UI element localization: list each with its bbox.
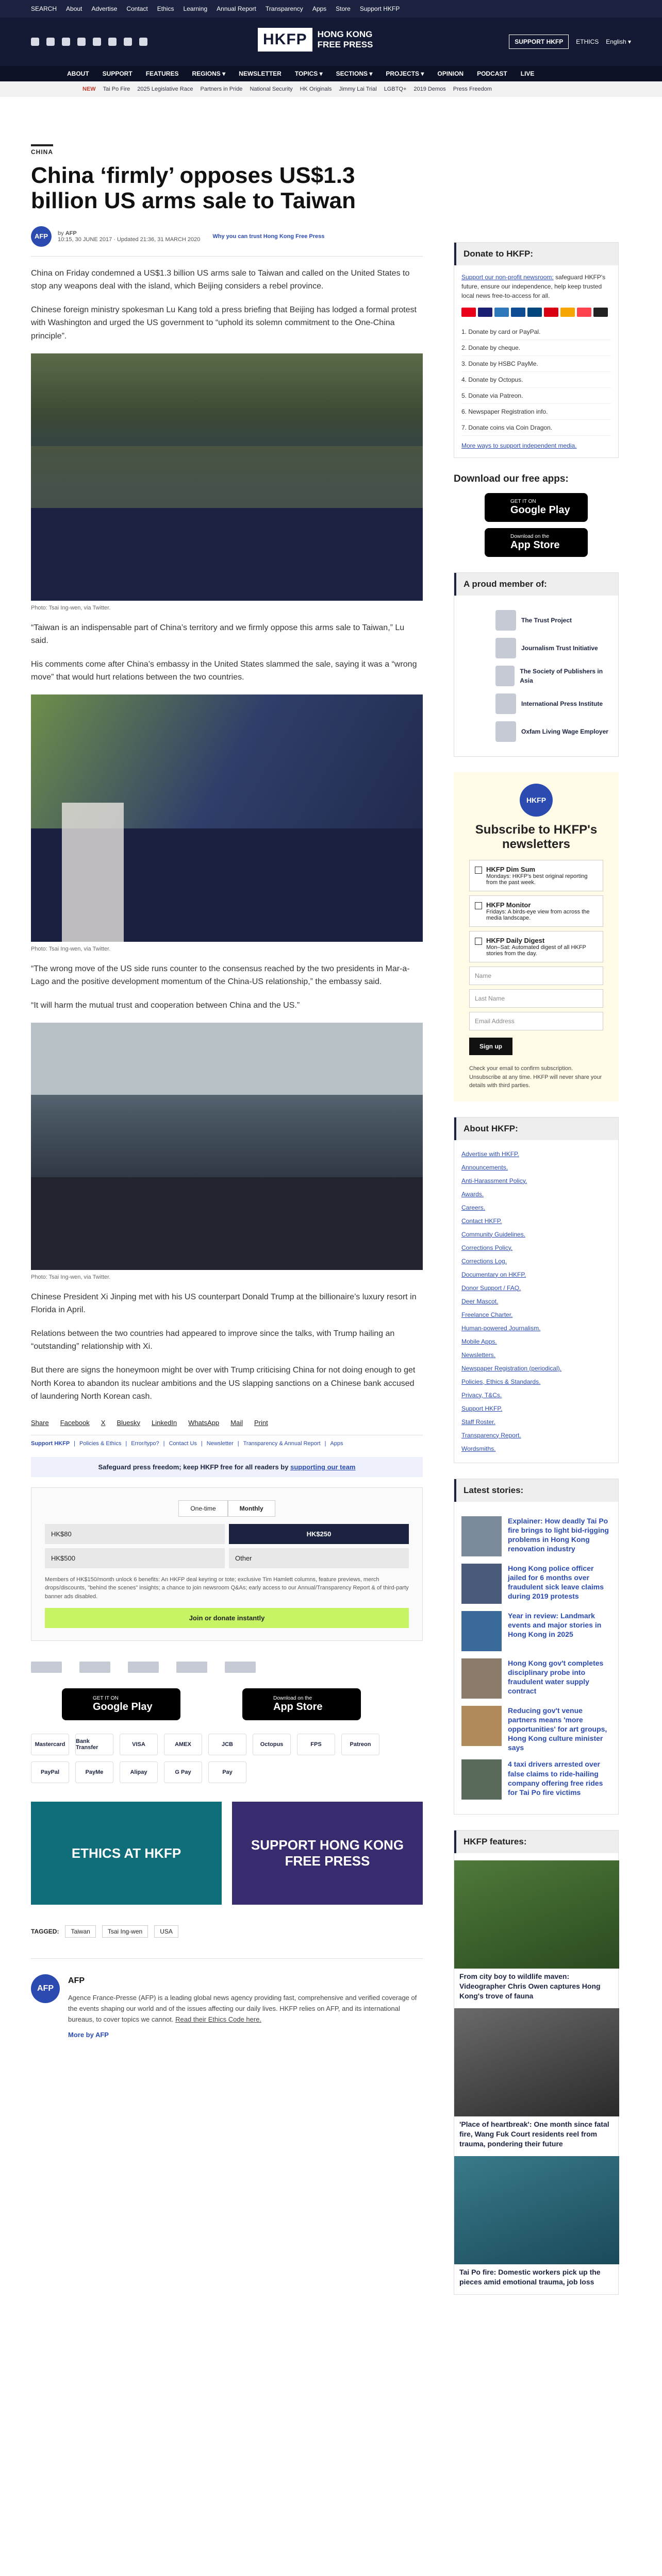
member-box	[454, 572, 619, 757]
about-link[interactable]: Donor Support / FAQ.	[461, 1284, 521, 1292]
donate-method[interactable]: 2. Donate by cheque.	[461, 340, 611, 356]
linkedin-icon[interactable]	[124, 38, 132, 46]
ethics-banner[interactable]: ETHICS AT HKFP	[31, 1802, 222, 1905]
app-store-small: Download on the	[510, 534, 550, 539]
about-link[interactable]: Careers.	[461, 1204, 486, 1211]
site-logo[interactable]	[258, 28, 373, 52]
member-box-title: A proud member of:	[454, 573, 618, 596]
topbar-support[interactable]: Support HKFP	[359, 5, 400, 12]
author-name[interactable]: AFP	[68, 1976, 85, 1986]
logo-mark: HKFP	[258, 28, 312, 52]
about-link[interactable]: Staff Roster.	[461, 1418, 495, 1426]
features-box-title: HKFP features:	[454, 1831, 618, 1853]
latest-story[interactable]	[461, 1516, 611, 1556]
article-photo	[31, 353, 423, 601]
amount-option[interactable]: HK$80	[45, 1524, 225, 1544]
last-name-field[interactable]: Last Name	[469, 989, 603, 1008]
mastercard-icon[interactable]: Mastercard	[31, 1734, 69, 1755]
about-box-title: About HKFP:	[454, 1117, 618, 1140]
jti-logo[interactable]	[79, 1662, 110, 1673]
share-bluesky[interactable]: Bluesky	[117, 1418, 140, 1427]
member-item[interactable]	[495, 610, 611, 631]
latest-box-title: Latest stories:	[454, 1479, 618, 1502]
join-donate-button[interactable]: Join or donate instantly	[45, 1608, 409, 1628]
option-name: HKFP Daily Digest	[486, 937, 545, 944]
feature-title[interactable]: Tai Po fire: Domestic workers pick up the pieces amid emotional trauma, job loss	[459, 2267, 601, 2286]
social-icons	[31, 38, 147, 46]
sidebar-app-buttons	[454, 493, 619, 557]
press-freedom-text: Safeguard press freedom; keep HKFP free for all readers by	[98, 1463, 289, 1471]
share-linkedin[interactable]: LinkedIn	[152, 1418, 177, 1427]
nav-podcast[interactable]: PODCAST	[477, 70, 507, 77]
feature-title[interactable]: 'Place of heartbreak': One month since fatal fire, Wang Fuk Court residents reel from trauma, pondering their future	[459, 2120, 609, 2148]
google-play-button[interactable]	[485, 493, 588, 522]
newsletter-badge: HKFP	[520, 784, 553, 817]
story-title[interactable]: Hong Kong police officer jailed for 6 months over fraudulent sick leave claims during 2019 protests	[508, 1564, 604, 1601]
press-freedom-banner	[31, 1457, 423, 1477]
footer-link[interactable]: Contact Us	[169, 1440, 197, 1447]
alipay-icon[interactable]: Alipay	[120, 1761, 158, 1783]
about-box	[454, 1117, 619, 1463]
share-print[interactable]: Print	[254, 1418, 268, 1427]
donate-tabs	[45, 1500, 409, 1517]
topbar-contact[interactable]: Contact	[126, 5, 148, 12]
story-thumbnail	[461, 1611, 502, 1651]
author-box	[31, 1958, 423, 2041]
feature-image	[454, 1860, 619, 1969]
checkbox[interactable]	[475, 867, 482, 874]
story-title[interactable]: Year in review: Landmark events and major stories in Hong Kong in 2025	[508, 1611, 602, 1638]
donate-method[interactable]: 4. Donate by Octopus.	[461, 372, 611, 388]
mail-icon[interactable]	[139, 38, 147, 46]
apple-pay-icon	[593, 308, 608, 317]
about-link[interactable]: Corrections Log.	[461, 1257, 507, 1265]
nav-newsletter[interactable]: NEWSLETTER	[239, 70, 282, 77]
article-footer-links: Support HKFP | Policies & Ethics | Error/typo? | Contact Us | Newsletter | Transparency & Annual Report | Apps	[31, 1435, 423, 1447]
article-paragraph: “It will harm the mutual trust and cooperation between China and the US.”	[31, 1001, 300, 1010]
name-field[interactable]: Name	[469, 967, 603, 985]
member-item[interactable]	[495, 721, 611, 742]
paypal-icon	[527, 308, 542, 317]
article-photo	[31, 1023, 423, 1270]
email-field[interactable]: Email Address	[469, 1012, 603, 1030]
amount-option[interactable]: HK$500	[45, 1548, 225, 1568]
feature-story[interactable]	[454, 2008, 618, 2149]
payme-icon	[544, 308, 558, 317]
feature-story[interactable]	[454, 2156, 618, 2287]
card-icons	[461, 308, 611, 317]
logo-line-1: HONG KONG	[317, 29, 373, 40]
donate-methods	[461, 324, 611, 436]
fps-icon[interactable]: FPS	[297, 1734, 335, 1755]
hot-topic[interactable]: 2025 Legislative Race	[137, 86, 193, 92]
topbar-about[interactable]: About	[66, 5, 82, 12]
tag[interactable]: USA	[154, 1925, 178, 1938]
payment-methods	[31, 1734, 423, 1783]
new-badge: NEW	[82, 86, 96, 92]
article-paragraph: Chinese President Xi Jinping met with his US counterpart Donald Trump at the billionaire’s luxury resort in Florida in April.	[31, 1292, 417, 1315]
bluesky-icon[interactable]	[93, 38, 101, 46]
share-facebook[interactable]: Facebook	[60, 1418, 90, 1427]
topbar-annual-report[interactable]: Annual Report	[217, 5, 256, 12]
byline	[31, 226, 423, 257]
google-play-small: GET IT ON	[510, 499, 536, 504]
main-nav	[0, 66, 662, 81]
story-thumbnail	[461, 1516, 502, 1556]
amount-option-selected[interactable]: HK$250	[229, 1524, 409, 1544]
nav-support[interactable]: SUPPORT	[102, 70, 133, 77]
story-title[interactable]: 4 taxi drivers arrested over false claims to ride-hailing company offering free rides for Tai Po fire victims	[508, 1760, 603, 1797]
author-avatar[interactable]: AFP	[31, 226, 52, 247]
nav-sections[interactable]: SECTIONS ▾	[336, 70, 373, 77]
tag[interactable]: Taiwan	[65, 1925, 95, 1938]
option-desc: Mon–Sat: Automated digest of all HKFP stories from the day.	[486, 944, 586, 957]
google-play-small: GET IT ON	[93, 1696, 119, 1702]
jcb-icon	[511, 308, 525, 317]
tag[interactable]: Tsai Ing-wen	[102, 1925, 148, 1938]
logo-text	[318, 29, 373, 49]
ceremony-illustration	[31, 694, 423, 942]
footer-link[interactable]: Newsletter	[206, 1440, 234, 1447]
signup-button[interactable]: Sign up	[469, 1038, 512, 1055]
option-desc: Mondays: HKFP's best original reporting from the past week.	[486, 873, 588, 886]
story-title[interactable]: Explainer: How deadly Tai Po fire brings to light bid-rigging problems in Hong Kong renovation industry	[508, 1516, 609, 1553]
nav-topics[interactable]: TOPICS ▾	[294, 70, 323, 77]
sopa-logo	[495, 666, 515, 686]
article-photo	[31, 694, 423, 942]
nav-live[interactable]: LIVE	[520, 70, 535, 77]
more-ways-link[interactable]: More ways to support independent media.	[461, 442, 577, 449]
latest-story[interactable]	[461, 1759, 611, 1800]
footer-link[interactable]: Apps	[330, 1440, 343, 1447]
threads-icon[interactable]	[77, 38, 86, 46]
checkbox[interactable]	[475, 938, 482, 945]
feature-title[interactable]: From city boy to wildlife maven: Videographer Chris Owen captures Hong Kong's trove of fauna	[459, 1972, 601, 2001]
article-title: China ‘firmly’ opposes US$1.3 billion US arms sale to Taiwan	[31, 163, 356, 214]
about-links	[454, 1140, 618, 1463]
patreon-icon	[577, 308, 591, 317]
about-link[interactable]: Corrections Policy.	[461, 1244, 513, 1251]
byline-text: by AFP 10:15, 30 JUNE 2017 · Updated 21:36, 31 MARCH 2020	[58, 230, 201, 243]
footer-link[interactable]: Error/typo?	[131, 1440, 159, 1447]
newsletter-title: Subscribe to HKFP's newsletters	[475, 823, 598, 851]
member-name: The Society of Publishers in Asia	[520, 668, 603, 684]
about-link[interactable]: Awards.	[461, 1190, 484, 1198]
apple-pay-icon[interactable]: Pay	[208, 1761, 246, 1783]
article-paragraph: “The wrong move of the US side runs counter to the consensus reached by the two presidents in Mar-a-Lago and the positive development momentum of the China-US relationship,” the embassy said.	[31, 964, 410, 987]
visa-icon[interactable]: VISA	[120, 1734, 158, 1755]
jcb-icon[interactable]: JCB	[208, 1734, 246, 1755]
ethics-link[interactable]: ETHICS	[576, 38, 599, 45]
hot-topic[interactable]: Jimmy Lai Trial	[339, 86, 377, 92]
features-box	[454, 1830, 619, 2294]
app-store-button[interactable]	[485, 528, 588, 557]
member-item[interactable]	[495, 666, 611, 686]
about-link[interactable]: Support HKFP.	[461, 1404, 503, 1412]
topbar-search[interactable]: SEARCH	[31, 5, 57, 12]
share-bar	[31, 1419, 423, 1427]
feature-story[interactable]	[454, 1860, 618, 2001]
sopa-logo[interactable]	[128, 1662, 159, 1673]
topbar-store[interactable]: Store	[336, 5, 351, 12]
trust-link[interactable]: Why you can trust Hong Kong Free Press	[212, 233, 325, 240]
footer-link[interactable]: Support HKFP	[31, 1440, 70, 1447]
topbar-apps[interactable]: Apps	[312, 5, 327, 12]
hot-topic[interactable]: HK Originals	[300, 86, 332, 92]
support-hkfp-button[interactable]: SUPPORT HKFP	[509, 35, 569, 49]
footer-link[interactable]: Transparency & Annual Report	[243, 1440, 321, 1447]
about-link[interactable]: Mobile Apps.	[461, 1337, 497, 1345]
hot-topic[interactable]: National Security	[250, 86, 293, 92]
gpay-icon[interactable]: G Pay	[164, 1761, 202, 1783]
google-play-button[interactable]	[62, 1688, 180, 1720]
app-store-small: Download on the	[273, 1696, 312, 1702]
oxfam-logo	[495, 721, 516, 742]
article-category[interactable]: CHINA	[31, 144, 53, 156]
app-store-button[interactable]	[242, 1688, 361, 1720]
octopus-icon	[560, 308, 575, 317]
donate-amounts	[45, 1524, 409, 1568]
about-link[interactable]: Advertise with HKFP.	[461, 1150, 519, 1158]
article-paragraph: “Taiwan is an indispensable part of China’s territory and we firmly oppose this arms sale to Taiwan,” Lu said.	[31, 623, 405, 646]
hot-topic[interactable]: 2019 Demos	[413, 86, 446, 92]
donate-widget	[31, 1487, 423, 1641]
trust-project-logo[interactable]	[31, 1662, 62, 1673]
article-paragraph: His comments come after China’s embassy in the United States slammed the sale, saying it was a “wrong move” that would hurt relations between the two countries.	[31, 659, 417, 682]
instagram-icon[interactable]	[62, 38, 70, 46]
support-team-link[interactable]: supporting our team	[290, 1463, 356, 1471]
article	[31, 144, 423, 2041]
membership-note: Members of HK$150/month unlock 6 benefits: An HKFP deal keyring or tote; exclusive Tim Hamlett columns, feature previews, merch drops/discounts, "behind the scenes" insights; a chance to join newsroom Q&As; early access to our Annual/Transparency Report & of third-party banner ads disabled.	[45, 1576, 409, 1600]
story-thumbnail	[461, 1564, 502, 1604]
article-paragraph: China on Friday condemned a US$1.3 billion US arms sale to Taiwan and called on the United States to stop any weapons deal with the island, which Beijing considers a rebel province.	[31, 268, 410, 291]
byline-author[interactable]: AFP	[65, 230, 77, 236]
author-box-avatar[interactable]: AFP	[31, 1974, 60, 2003]
story-title[interactable]: Hong Kong gov't completes disciplinary probe into fraudulent water supply contract	[508, 1658, 604, 1696]
promo-banners	[31, 1802, 423, 1905]
option-name: HKFP Monitor	[486, 901, 531, 909]
oxfam-logo[interactable]	[225, 1662, 256, 1673]
about-link[interactable]: Policies, Ethics & Standards.	[461, 1378, 541, 1385]
site-header	[0, 18, 662, 66]
donate-intro: safeguard HKFP's future, ensure our independence, help keep trusted local news free-to-access for all.	[461, 274, 606, 299]
feature-image	[454, 2156, 619, 2264]
story-thumbnail	[461, 1759, 502, 1800]
paypal-icon[interactable]: PayPal	[31, 1761, 69, 1783]
about-link[interactable]: Privacy, T&Cs.	[461, 1391, 502, 1399]
hot-topic[interactable]: LGBTQ+	[384, 86, 407, 92]
photo-caption: Photo: Tsai Ing-wen, via Twitter.	[31, 1274, 111, 1280]
latest-story[interactable]	[461, 1564, 611, 1604]
topbar-ethics[interactable]: Ethics	[157, 5, 174, 12]
story-thumbnail	[461, 1658, 502, 1699]
about-link[interactable]: Documentary on HKFP.	[461, 1270, 526, 1278]
latest-box	[454, 1479, 619, 1815]
nav-features[interactable]: FEATURES	[145, 70, 179, 77]
latest-story[interactable]	[461, 1706, 611, 1753]
latest-story[interactable]	[461, 1658, 611, 1699]
nav-opinion[interactable]: OPINION	[437, 70, 464, 77]
support-newsroom-link[interactable]: Support our non-profit newsroom:	[461, 274, 554, 281]
trust-project-logo	[495, 610, 516, 631]
feature-image	[454, 2008, 619, 2116]
member-item[interactable]	[495, 638, 611, 658]
support-banner[interactable]: SUPPORT HONG KONG FREE PRESS	[232, 1802, 423, 1905]
share-mail[interactable]: Mail	[230, 1418, 243, 1427]
payme-icon[interactable]: PayMe	[75, 1761, 113, 1783]
header-actions	[509, 35, 631, 49]
share-x[interactable]: X	[101, 1418, 106, 1427]
about-link[interactable]: Freelance Charter.	[461, 1311, 513, 1318]
sidebar	[454, 242, 619, 2310]
hot-topic[interactable]: Tai Po Fire	[103, 86, 130, 92]
tab-one-time[interactable]: One-time	[178, 1500, 227, 1517]
amount-other-input[interactable]: Other	[229, 1548, 409, 1568]
member-item[interactable]	[495, 693, 611, 714]
youtube-icon[interactable]	[108, 38, 117, 46]
topbar-learning[interactable]: Learning	[183, 5, 208, 12]
about-link[interactable]: Transparency Report.	[461, 1431, 521, 1439]
app-store-label: App Store	[273, 1701, 323, 1713]
logo-line-2: FREE PRESS	[317, 40, 373, 49]
x-icon[interactable]	[31, 38, 39, 46]
photo-caption: Photo: Tsai Ing-wen, via Twitter.	[31, 945, 111, 952]
topbar-transparency[interactable]: Transparency	[265, 5, 303, 12]
member-logos-row	[31, 1662, 423, 1673]
app-buttons	[31, 1688, 423, 1720]
photo-caption: Photo: Tsai Ing-wen, via Twitter.	[31, 604, 111, 611]
app-store-label: App Store	[510, 539, 560, 551]
crowd-illustration	[31, 353, 423, 601]
newsletter-option[interactable]	[469, 895, 603, 927]
about-link[interactable]: Deer Mascot.	[461, 1297, 499, 1305]
article-paragraph: Relations between the two countries had appeared to improve since the talks, with Trump hailing an “outstanding” relationship with Xi.	[31, 1329, 395, 1351]
author-bio	[68, 1974, 423, 2041]
share-label: Share	[31, 1418, 49, 1427]
ethics-code-link[interactable]: Read their Ethics Code here.	[175, 2015, 262, 2023]
topbar-advertise[interactable]: Advertise	[91, 5, 118, 12]
language-select[interactable]: English ▾	[606, 38, 631, 45]
visa-icon	[478, 308, 492, 317]
tab-monthly[interactable]: Monthly	[228, 1500, 275, 1517]
nav-about[interactable]: ABOUT	[67, 70, 89, 77]
hot-topic[interactable]: Press Freedom	[453, 86, 492, 92]
top-utility-bar	[0, 0, 662, 18]
about-link[interactable]: Community Guidelines.	[461, 1230, 526, 1238]
newsletter-option[interactable]	[469, 860, 603, 891]
nav-projects[interactable]: PROJECTS ▾	[386, 70, 424, 77]
option-name: HKFP Dim Sum	[486, 866, 536, 873]
donate-method[interactable]: 3. Donate by HSBC PayMe.	[461, 356, 611, 372]
author-bio-text: Agence France-Presse (AFP) is a leading global news agency providing fast, comprehensive and verified coverage of the events shaping our world and of the issues affecting our daily lives. HKFP relies on AFP, and its international bureaus, to cover topics we cannot.	[68, 1993, 417, 2023]
ipi-logo[interactable]	[176, 1662, 207, 1673]
more-by-link[interactable]: More by AFP	[68, 2031, 109, 2039]
mastercard-icon	[461, 308, 476, 317]
byline-date: 10:15, 30 JUNE 2017	[58, 236, 112, 243]
byline-by: by	[58, 230, 64, 236]
article-paragraph: But there are signs the honeymoon might be over with Trump criticising China for not doing enough to get North Korea to abandon its nuclear ambitions and the US slapping sanctions on a Chinese bank accused of laundering North Korean cash.	[31, 1366, 416, 1401]
member-name: International Press Institute	[521, 700, 603, 707]
newsletter-option[interactable]	[469, 931, 603, 962]
google-play-label: Google Play	[93, 1701, 153, 1713]
ipi-logo	[495, 693, 516, 714]
byline-updated: Updated 21:36, 31 MARCH 2020	[117, 236, 201, 243]
patreon-icon[interactable]: Patreon	[341, 1734, 379, 1755]
hot-topic[interactable]: Partners in Pride	[200, 86, 243, 92]
apps-title: Download our free apps:	[454, 473, 569, 484]
about-link[interactable]: Wordsmiths.	[461, 1445, 496, 1452]
donate-box-title: Donate to HKFP:	[454, 243, 618, 265]
jti-logo	[495, 638, 516, 658]
donate-method[interactable]: 6. Newspaper Registration info.	[461, 404, 611, 420]
about-link[interactable]: Newspaper Registration (periodical).	[461, 1364, 562, 1372]
about-link[interactable]: Human-powered Journalism.	[461, 1324, 541, 1332]
member-name: The Trust Project	[521, 617, 572, 624]
member-name: Oxfam Living Wage Employer	[521, 728, 608, 735]
about-link[interactable]: Anti-Harassment Policy.	[461, 1177, 527, 1184]
footer-link[interactable]: Policies & Ethics	[79, 1440, 122, 1447]
story-thumbnail	[461, 1706, 502, 1746]
newsletter-fineprint: Check your email to confirm subscription. Unsubscribe at any time. HKFP will never share your details with third parties.	[469, 1065, 602, 1089]
google-play-label: Google Play	[510, 504, 570, 516]
donate-method[interactable]: 5. Donate via Patreon.	[461, 388, 611, 404]
story-title[interactable]: Reducing gov't venue partners means 'more opportunities' for art groups, Hong Kong culture minister says	[508, 1706, 607, 1752]
newsletter-box	[454, 772, 619, 1101]
donate-method[interactable]: 1. Donate by card or PayPal.	[461, 324, 611, 340]
about-link[interactable]: Contact HKFP.	[461, 1217, 502, 1225]
nav-regions[interactable]: REGIONS ▾	[192, 70, 226, 77]
parade-illustration	[31, 1023, 423, 1270]
hot-topics-bar	[0, 81, 662, 97]
about-link[interactable]: Newsletters.	[461, 1351, 496, 1359]
checkbox[interactable]	[475, 902, 482, 909]
donate-method[interactable]: 7. Donate coins via Coin Dragon.	[461, 420, 611, 436]
amex-icon[interactable]: AMEX	[164, 1734, 202, 1755]
option-desc: Fridays: A birds-eye view from across the media landscape.	[486, 909, 590, 921]
article-paragraph: Chinese foreign ministry spokesman Lu Kang told a press briefing that Beijing has lodged a formal protest with Washington and urged the US government to “uphold its solemn commitment to the One-China principle”.	[31, 305, 417, 341]
about-link[interactable]: Announcements.	[461, 1163, 508, 1171]
tags-label: TAGGED:	[31, 1928, 59, 1936]
octopus-icon[interactable]: Octopus	[253, 1734, 291, 1755]
bank-transfer-icon[interactable]: Bank Transfer	[75, 1734, 113, 1755]
share-whatsapp[interactable]: WhatsApp	[188, 1418, 220, 1427]
facebook-icon[interactable]	[46, 38, 55, 46]
tags-row	[31, 1925, 423, 1938]
member-name: Journalism Trust Initiative	[521, 645, 598, 652]
donate-box	[454, 242, 619, 458]
latest-story[interactable]	[461, 1611, 611, 1651]
amex-icon	[494, 308, 509, 317]
